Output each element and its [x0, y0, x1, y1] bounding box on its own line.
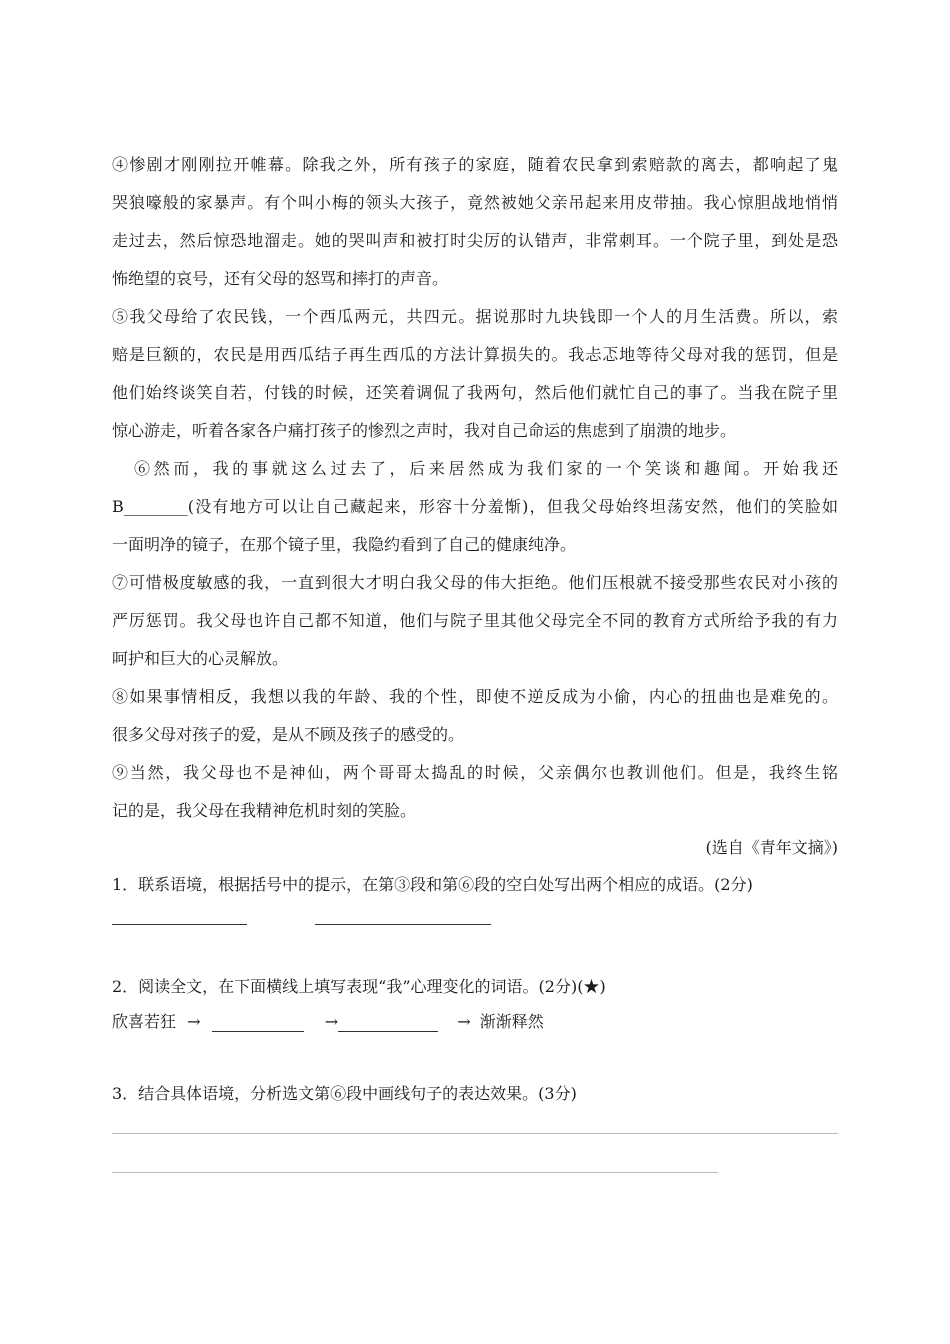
p4-line-4: 怖绝望的哀号，还有父母的怒骂和摔打的声音。	[112, 269, 449, 288]
q3-answer-line-2[interactable]	[112, 1172, 718, 1173]
p7-line-2: 严厉惩罚。我父母也许自己都不知道，他们与院子里其他父母完全不同的教育方式所给予我的有力	[112, 611, 838, 630]
source-citation: (选自《青年文摘》)	[705, 838, 838, 857]
p6-line-1: ⑥然而，我的事就这么过去了，后来居然成为我们家的一个笑谈和趣闻。开始我还	[134, 459, 838, 478]
p9-line-1: ⑨当然，我父母也不是神仙，两个哥哥太捣乱的时候，父亲偶尔也教训他们。但是，我终生铭	[112, 763, 838, 782]
p5-line-2: 赔是巨额的，农民是用西瓜结子再生西瓜的方法计算损失的。我忐忑地等待父母对我的惩罚，但是	[112, 345, 838, 364]
question-2: 2．阅读全文，在下面横线上填写表现“我”心理变化的词语。(2分)(★)	[112, 977, 606, 996]
q1-answer-line-1[interactable]	[112, 924, 247, 925]
p4-line-2: 哭狼嚎般的家暴声。有个叫小梅的领头大孩子，竟然被她父亲吊起来用皮带抽。我心惊胆战地悄悄	[112, 193, 838, 212]
p5-line-1: ⑤我父母给了农民钱，一个西瓜两元，共四元。据说那时九块钱即一个人的月生活费。所以，索	[112, 307, 838, 326]
p5-line-4: 惊心游走，听着各家各户痛打孩子的惨烈之声时，我对自己命运的焦虑到了崩溃的地步。	[112, 421, 737, 440]
p8-line-2: 很多父母对孩子的爱，是从不顾及孩子的感受的。	[112, 725, 465, 744]
arrow-icon: →	[187, 1012, 201, 1031]
p4-line-1: ④惨剧才刚刚拉开帷幕。除我之外，所有孩子的家庭，随着农民拿到索赔款的离去，都响起了鬼	[112, 155, 838, 174]
question-3: 3．结合具体语境，分析选文第⑥段中画线句子的表达效果。(3分)	[112, 1084, 577, 1103]
p7-line-3: 呵护和巨大的心灵解放。	[112, 649, 289, 668]
q3-answer-line-1[interactable]	[112, 1133, 838, 1134]
p4-line-3: 走过去，然后惊恐地溜走。她的哭叫声和被打时尖厉的认错声，非常刺耳。一个院子里，到处是恐	[112, 231, 838, 250]
p8-line-1: ⑧如果事情相反，我想以我的年龄、我的个性，即使不逆反成为小偷，内心的扭曲也是难免的。	[112, 687, 838, 706]
q2-start-word: 欣喜若狂	[112, 1012, 177, 1031]
arrow-icon: →	[457, 1012, 471, 1031]
q1-answer-line-2[interactable]	[315, 924, 491, 925]
arrow-icon: →	[324, 1012, 339, 1031]
p6-line-2: B________(没有地方可以让自己藏起来，形容十分羞惭)，但我父母始终坦荡安然，他们的笑脸如	[112, 497, 838, 516]
q2-answer-blank-1[interactable]	[212, 1015, 304, 1032]
p5-line-3: 他们始终谈笑自若，付钱的时候，还笑着调侃了我两句，然后他们就忙自己的事了。当我在院子里	[112, 383, 838, 402]
q2-answer-blank-2[interactable]	[338, 1015, 438, 1032]
q2-answer-row	[112, 1012, 838, 1032]
p6-line-3: 一面明净的镜子，在那个镜子里，我隐约看到了自己的健康纯净。	[112, 535, 577, 554]
question-1: 1．联系语境，根据括号中的提示，在第③段和第⑥段的空白处写出两个相应的成语。(2分)	[112, 875, 753, 894]
p7-line-1: ⑦可惜极度敏感的我，一直到很大才明白我父母的伟大拒绝。他们压根就不接受那些农民对小孩的	[112, 573, 838, 592]
p9-line-2: 记的是，我父母在我精神危机时刻的笑脸。	[112, 801, 417, 820]
q2-end-word: 渐渐释然	[479, 1012, 544, 1031]
